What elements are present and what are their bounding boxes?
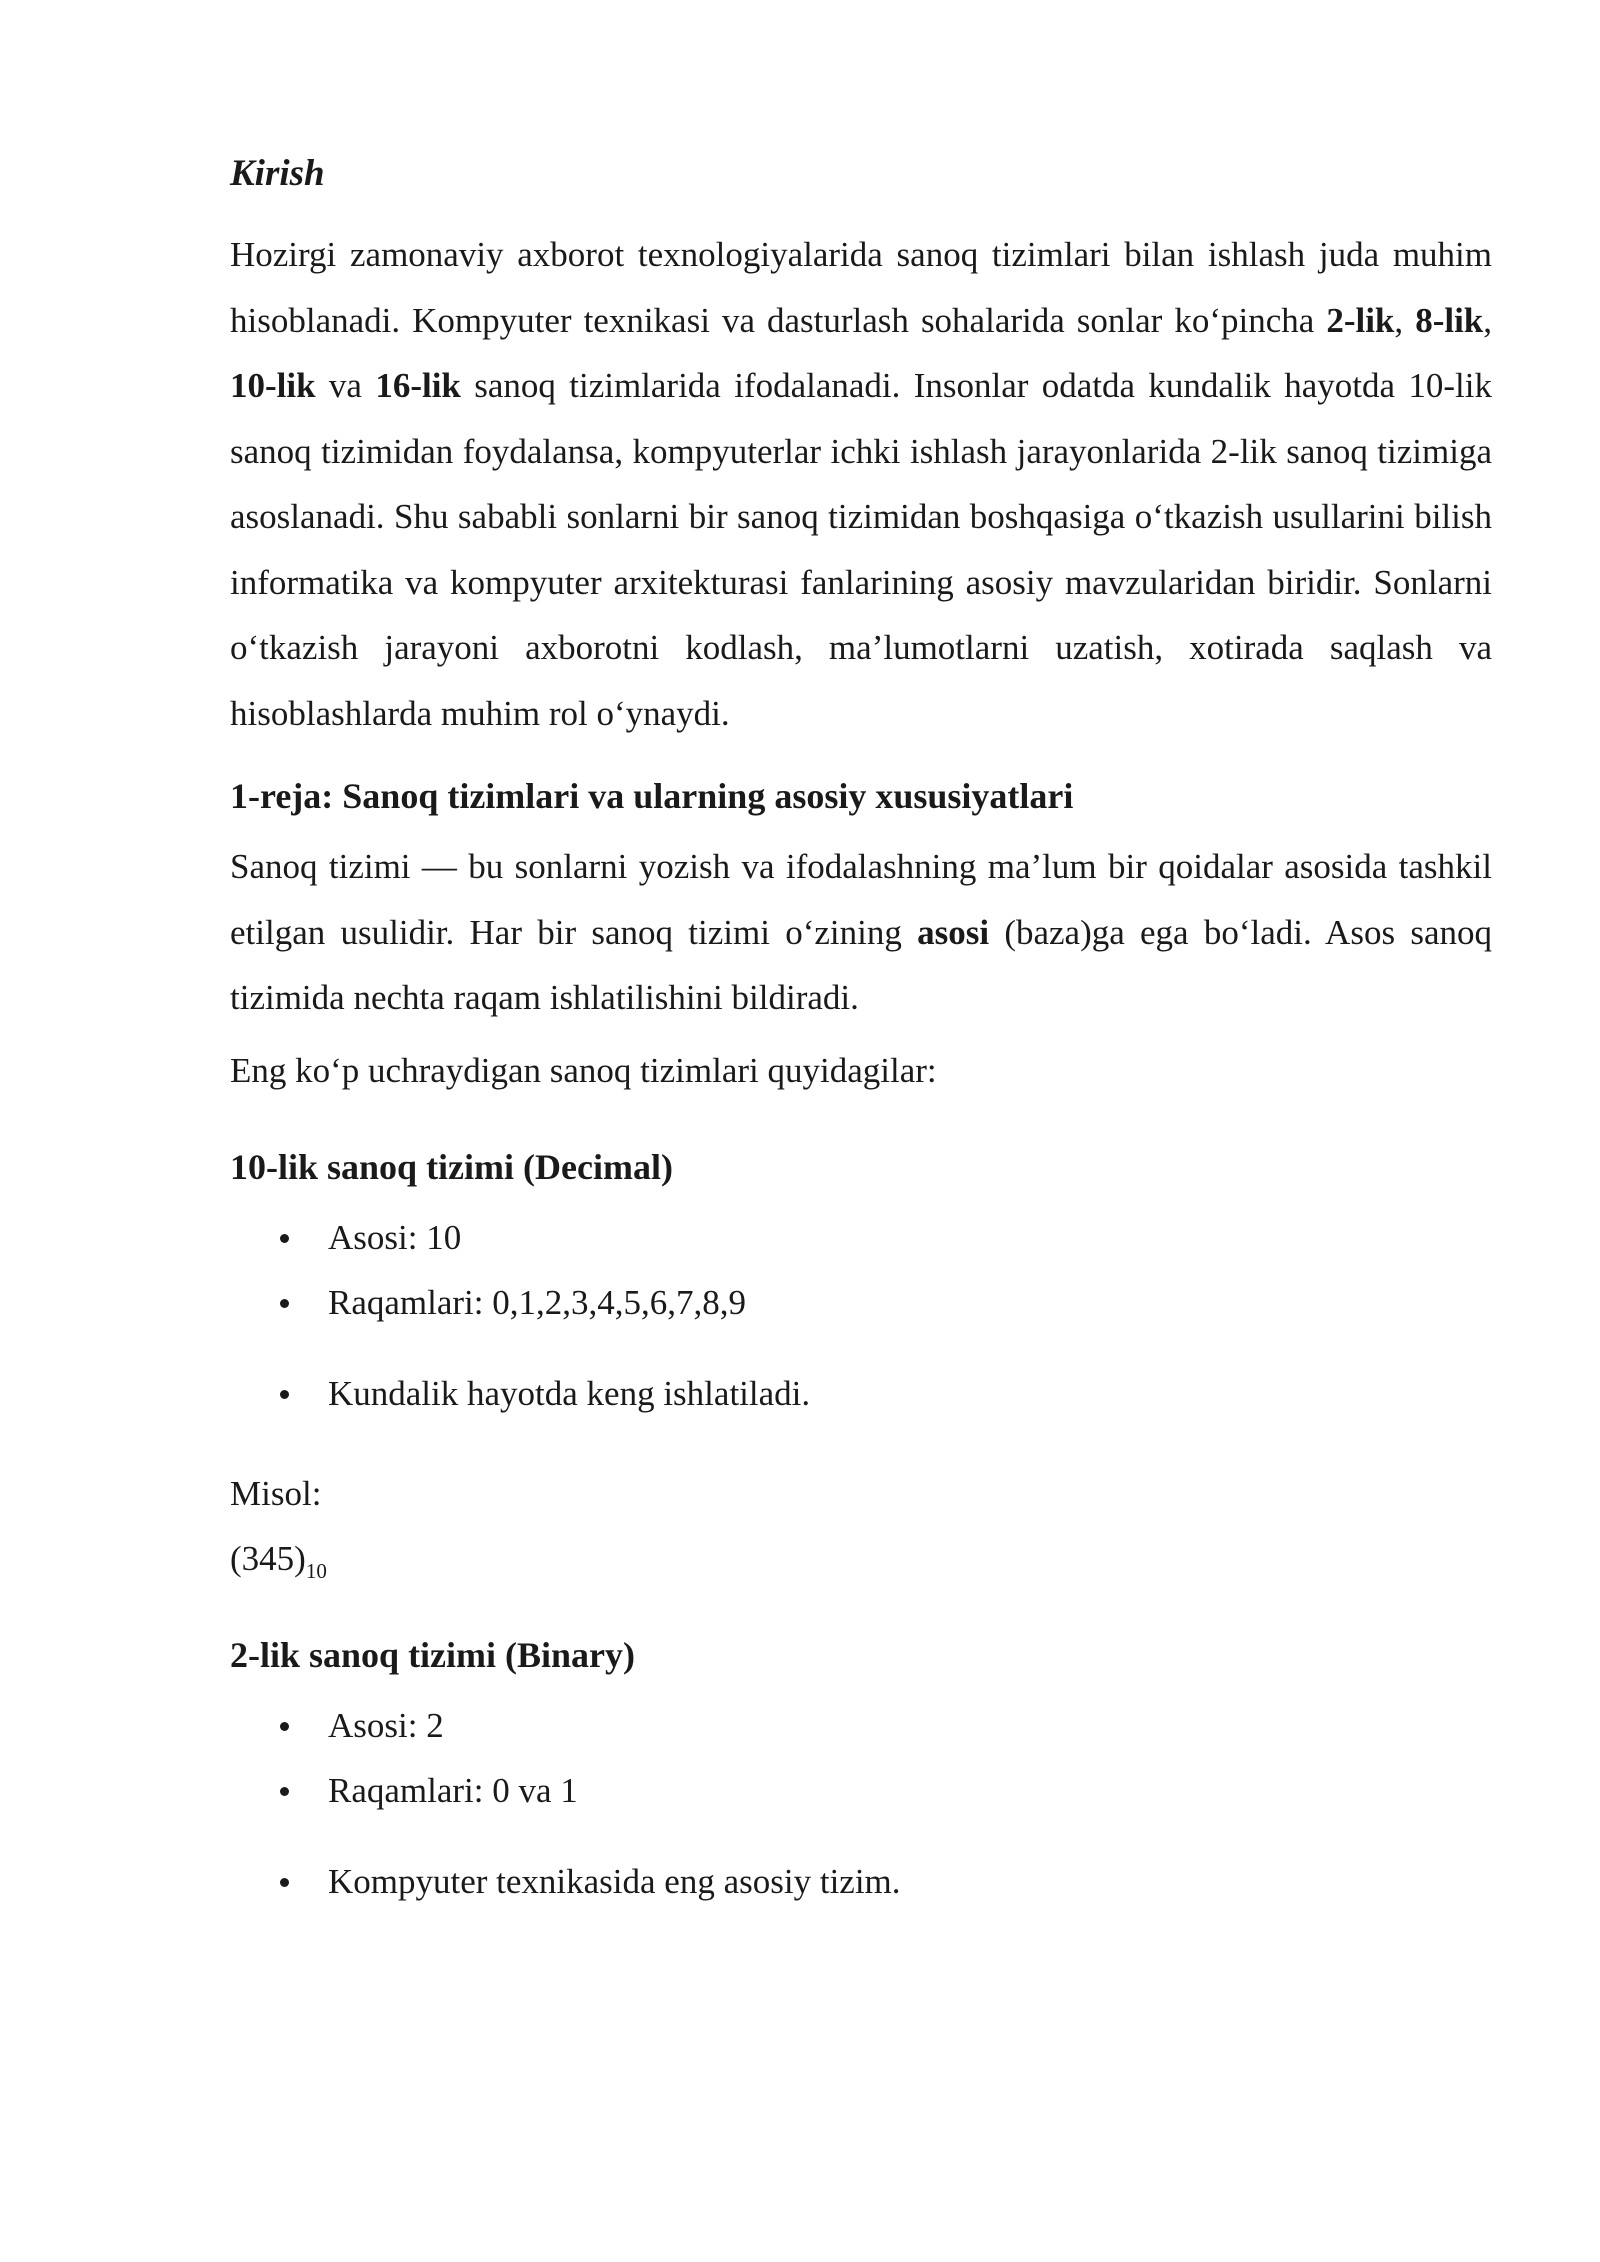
bold-term: asosi bbox=[917, 912, 990, 952]
section1-heading: 1-reja: Sanoq tizimlari va ularning asosiy xususiyatlari bbox=[230, 776, 1074, 816]
bullet-icon bbox=[280, 1787, 289, 1796]
intro-heading: Kirish bbox=[230, 153, 325, 194]
intro-paragraph: Hozirgi zamonaviy axborot texnologiyalarida sanoq tizimlari bilan ishlash juda muhim hisoblanadi. Kompyuter texnikasi va dasturlash sohalarida sonlar ko‘pincha 2-lik, 8-lik, 10-lik va 16-lik sanoq tizimlarida ifodalanadi. Insonlar odatda kundalik hayotda 10-lik sanoq tizimidan foydalansa, kompyuterlar ichki ishlash jarayonlarida 2-lik sanoq tizimiga asoslanadi. Shu sababli sonlarni bir sanoq tizimidan boshqasiga o‘tkazish usullarini bilish informatika va kompyuter arxitekturasi fanlarining asosiy mavzularidan biridir. Sonlarni o‘tkazish jarayoni axborotni kodlash, ma’lumotlarni uzatish, xotirada saqlash va hisoblashlarda muhim rol o‘ynaydi. bbox=[230, 235, 1493, 733]
bold-term: 16-lik bbox=[375, 366, 461, 405]
common-systems-line: Eng ko‘p uchraydigan sanoq tizimlari quyidagilar: bbox=[230, 1050, 937, 1090]
bullet-icon bbox=[280, 1299, 289, 1308]
bullet-icon bbox=[280, 1390, 289, 1399]
example-value: $(345)_{10}$ bbox=[230, 1538, 327, 1583]
bullet-icon bbox=[280, 1878, 289, 1887]
list-item: Kompyuter texnikasida eng asosiy tizim. bbox=[230, 1856, 1492, 1908]
bullet-icon bbox=[280, 1234, 289, 1243]
list-item: Raqamlari: 0 va 1 bbox=[230, 1765, 1492, 1817]
definition-paragraph: Sanoq tizimi — bu sonlarni yozish va ifodalashning ma’lum bir qoidalar asosida tashkil etilgan usulidir. Har bir sanoq tizimi o‘zining asosi (baza)ga ega bo‘ladi. Asos sanoq tizimida nechta raqam ishlatilishini bildiradi. bbox=[230, 847, 1492, 1017]
binary-list bbox=[230, 1700, 1492, 1908]
document-page bbox=[230, 148, 1492, 1908]
list-item: Asosi: 10 bbox=[230, 1212, 1492, 1264]
base-subscript: 10 bbox=[305, 1558, 327, 1583]
list-item: Asosi: 2 bbox=[230, 1700, 1492, 1752]
decimal-heading: 10-lik sanoq tizimi (Decimal) bbox=[230, 1146, 673, 1187]
bold-term: 2-lik bbox=[1326, 300, 1395, 340]
example-label: Misol: bbox=[230, 1473, 322, 1513]
list-item: Kundalik hayotda keng ishlatiladi. bbox=[230, 1368, 1492, 1420]
binary-heading: 2-lik sanoq tizimi (Binary) bbox=[230, 1634, 636, 1675]
bold-term: 10-lik bbox=[230, 366, 316, 405]
bold-term: 8-lik bbox=[1415, 300, 1484, 340]
decimal-list bbox=[230, 1212, 1492, 1420]
bullet-icon bbox=[280, 1722, 289, 1731]
list-item: Raqamlari: 0,1,2,3,4,5,6,7,8,9 bbox=[230, 1277, 1492, 1329]
